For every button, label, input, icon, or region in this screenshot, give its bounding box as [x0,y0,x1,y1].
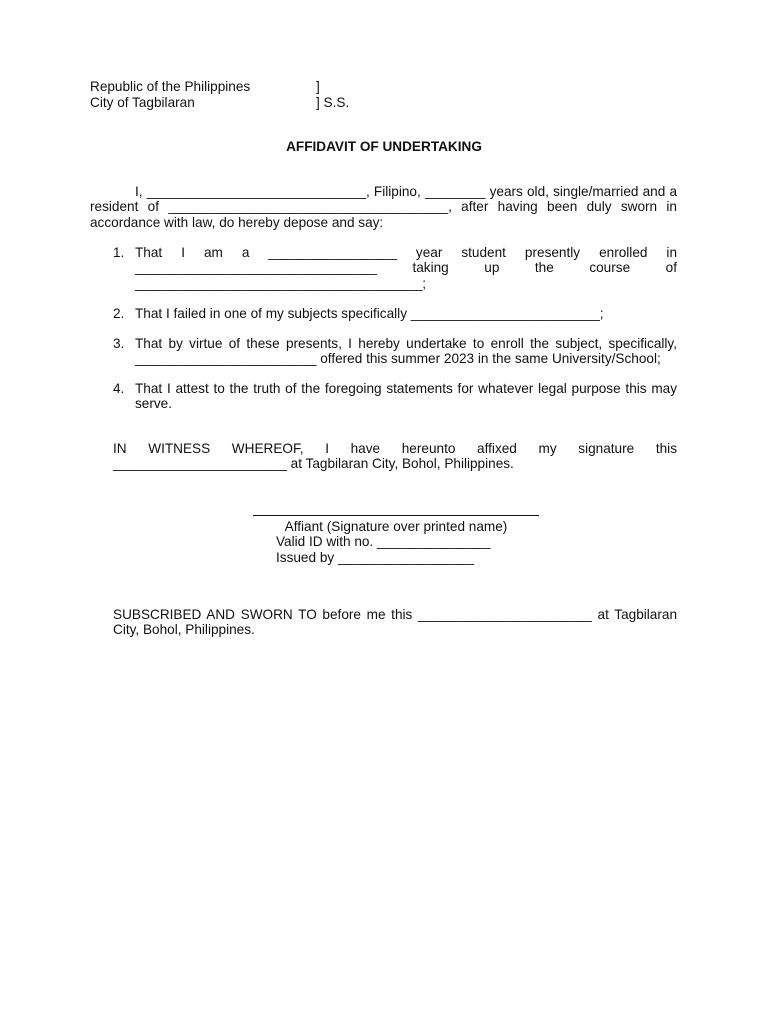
item-text: That by virtue of these presents, I hereby undertake to enroll the subject, specifically, [135,335,677,351]
residence-blank: _____________________________________ [168,199,449,215]
valid-id-blank: _______________ [377,534,491,550]
intro-text-2: , Filipino, [365,184,421,199]
age-blank: ________ [424,184,486,199]
venue-bracket: ] [316,79,320,94]
item-number: 4. [113,380,125,396]
item-text: taking up the course of [376,260,677,276]
jurat-paragraph [113,607,677,638]
item-text: ; [599,305,604,321]
document-title: AFFIDAVIT OF UNDERTAKING [286,139,482,154]
statement-item-2 [113,306,677,321]
item-text: ; [422,275,427,291]
witness-paragraph [113,441,677,472]
statement-item-1 [113,245,677,291]
intro-paragraph [90,184,677,230]
item-text: offered this summer 2023 in the same University/School; [316,351,661,367]
course-blank: ______________________________________ [135,275,423,291]
signature-line [253,515,539,516]
item-number: 2. [113,305,125,321]
venue-line-2 [90,94,350,111]
year-level-blank: _________________ [268,245,397,260]
issued-by-label: Issued by [276,549,338,565]
venue-block [90,79,350,110]
venue-country: Republic of the Philippines [90,79,251,94]
venue-line-1 [90,79,320,95]
witness-text-1: IN WITNESS WHEREOF, I have hereunto affixed my signature this [113,441,677,456]
failed-subject-blank: _________________________ [410,305,600,321]
venue-city: City of Tagbilaran [90,94,195,110]
statement-item-4 [113,381,677,412]
item-text: That I attest to the truth of the foregoing statements for whatever legal purpose this may serve. [135,380,677,412]
intro-text-3: years old, single/married and a resident of [90,184,678,215]
valid-id-row [253,534,539,549]
intro-text-4: , after having been duly sworn in accordance with law, do hereby depose and say: [90,199,677,230]
school-blank: ________________________________ [135,260,377,276]
jurat-date-blank: _______________________ [417,607,592,622]
signature-caption: Affiant (Signature over printed name) [284,519,508,534]
item-number: 3. [113,335,125,351]
item-text: That I failed in one of my subjects specifically [135,305,411,321]
enroll-subject-blank: ________________________ [135,351,317,367]
venue-ss: ] S.S. [316,94,350,110]
item-text: That I am a [135,245,269,260]
statement-item-3 [113,336,677,367]
valid-id-label: Valid ID with no. [276,534,377,550]
item-number: 1. [113,245,125,260]
issued-by-blank: __________________ [337,549,475,565]
witness-date-blank: _______________________ [113,456,287,472]
witness-text-2: at Tagbilaran City, Bohol, Philippines. [286,456,514,472]
statement-list [113,245,677,426]
item-text: year student presently enrolled in [396,245,678,260]
name-blank: _____________________________ [146,184,366,199]
signature-block [253,515,539,565]
jurat-text-1: SUBSCRIBED AND SWORN TO before me this [113,607,418,622]
jurat-text-2: at Tagbilaran City, Bohol, Philippines. [113,607,677,638]
intro-text-1: I, [135,184,143,199]
issued-by-row [253,550,539,565]
